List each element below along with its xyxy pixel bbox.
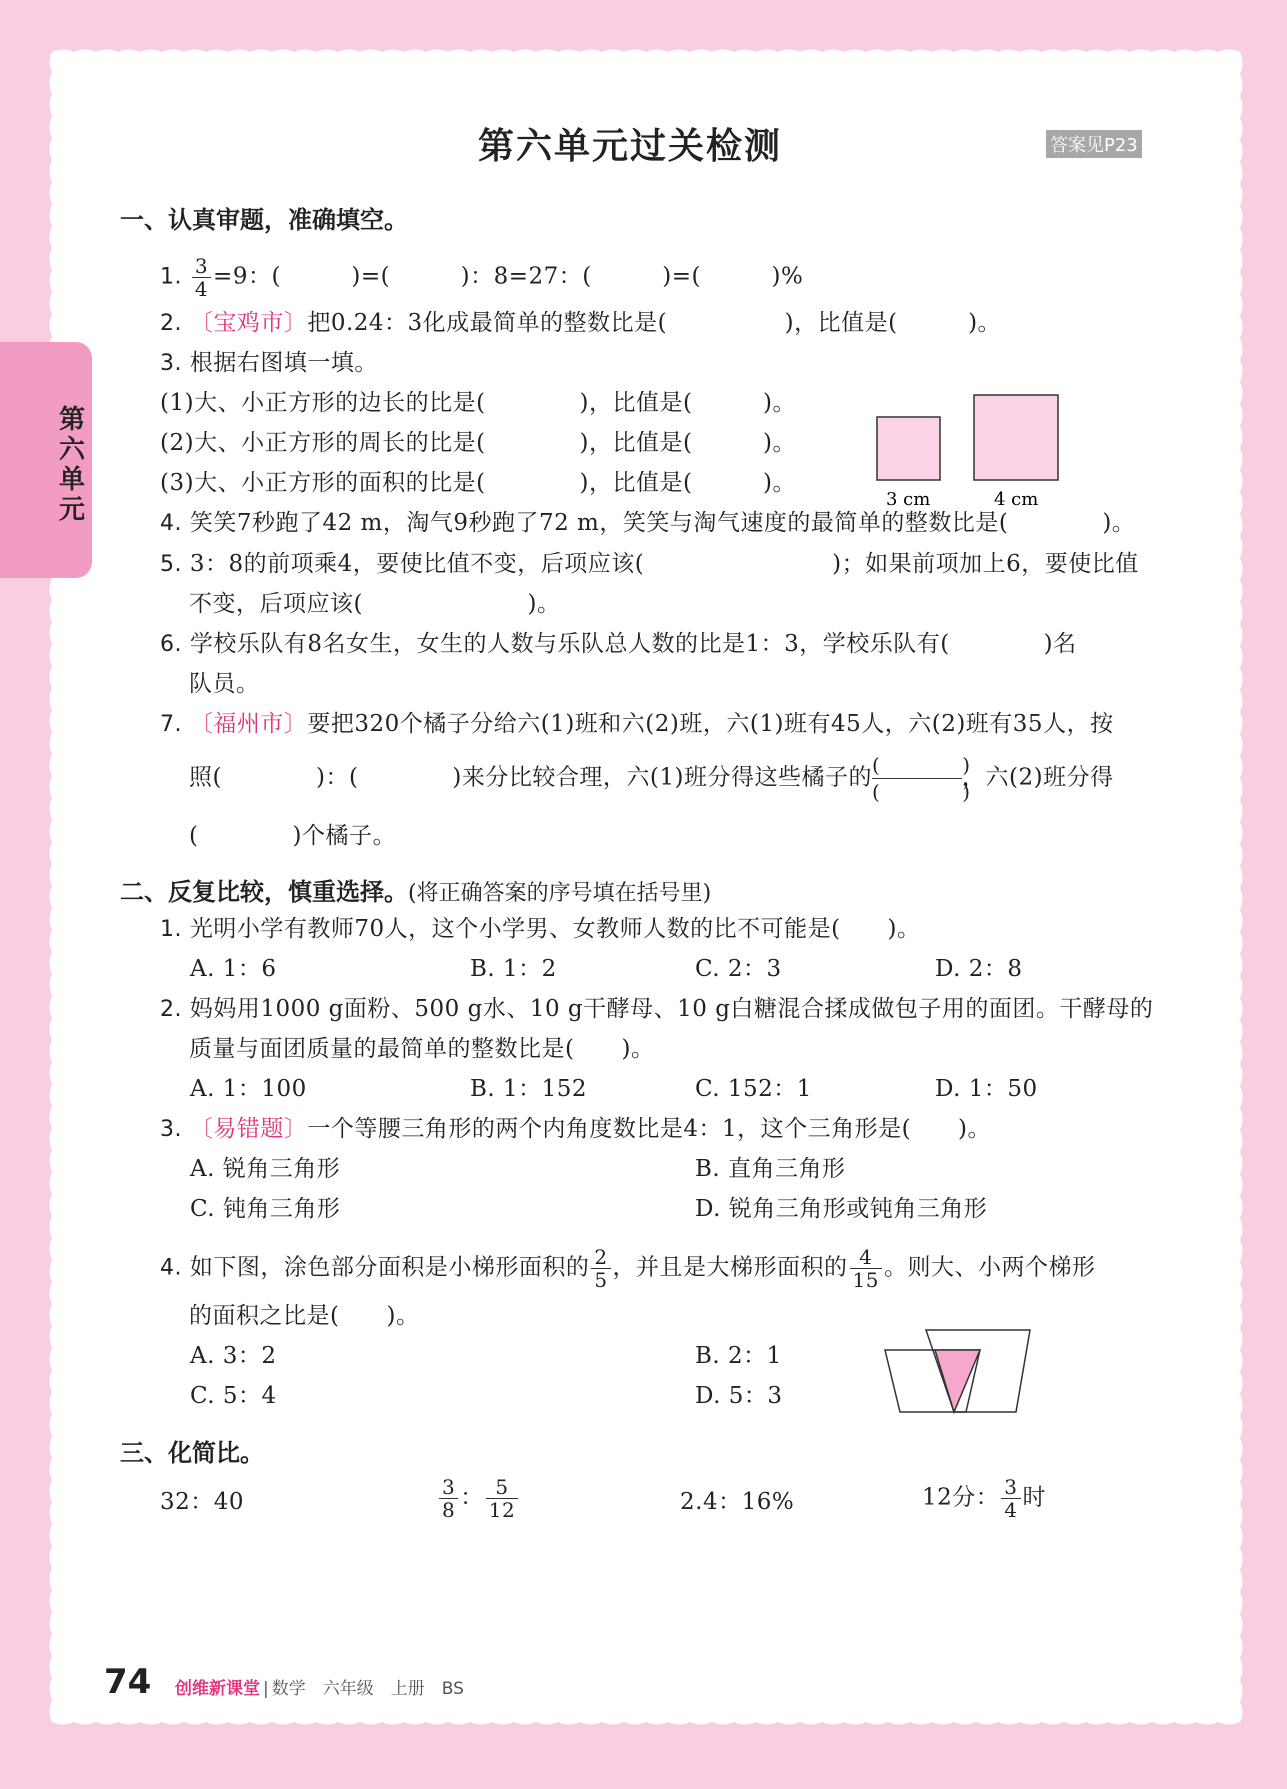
big-square-label: 4 cm: [994, 489, 1039, 510]
fraction: $\frac{5}{12}$: [486, 1476, 518, 1521]
fraction: $\frac{3}{4}$: [1001, 1476, 1020, 1521]
book-info: 数学 六年级 上册 BS: [271, 1679, 464, 1699]
q-text: =9：( )=( )：8=27：( )=( )%: [213, 263, 804, 290]
s1-q1: [160, 255, 803, 300]
small-square: [877, 417, 940, 480]
source-tag: 〔福州市〕: [189, 711, 308, 737]
fraction: $\frac{3}{8}$: [439, 1476, 458, 1521]
brand-name: 创维新课堂: [175, 1679, 260, 1699]
answer-ref-badge: 答案见P23: [1046, 130, 1142, 158]
s2-q2-option-c: C. 152：1: [695, 1076, 812, 1102]
q-text: 把0.24：3化成最简单的整数比是( )，比值是( )。: [307, 310, 1002, 336]
footer-separator: |: [263, 1679, 269, 1699]
q-number: 2.: [160, 997, 182, 1022]
s2-q2-line2: 质量与面团质量的最简单的整数比是( )。: [189, 1036, 655, 1062]
squares-figure: [870, 390, 1070, 510]
s2-q3-option-a: A. 锐角三角形: [190, 1156, 341, 1182]
section2-title: 二、反复比较，慎重选择。: [120, 878, 408, 906]
big-square: [974, 395, 1058, 480]
s2-q4-option-d: D. 5：3: [695, 1383, 783, 1409]
fraction: $\frac{2}{5}$: [591, 1246, 610, 1291]
source-tag: 〔宝鸡市〕: [189, 310, 308, 336]
q-number: 7.: [160, 712, 182, 737]
q-text: 学校乐队有8名女生，女生的人数与乐队总人数的比是1：3，学校乐队有( )名: [189, 631, 1077, 657]
q-text: ，并且是大梯形面积的: [612, 1254, 848, 1281]
section3-heading: 三、化简比。: [120, 1439, 264, 1467]
q-number: 1.: [160, 917, 182, 942]
s1-q6: [160, 628, 1077, 661]
section2-heading: [120, 872, 711, 907]
q-text: 时: [1022, 1484, 1047, 1511]
s2-q4: [160, 1246, 1096, 1291]
q-number: 4.: [160, 1255, 182, 1281]
s2-q4-option-b: B. 2：1: [695, 1343, 782, 1369]
s1-q6-line2: 队员。: [189, 671, 260, 697]
q-number: 2.: [160, 311, 182, 336]
s1-q2: [160, 307, 1001, 340]
q-number: 1.: [160, 264, 182, 290]
fraction: $\frac{4}{15}$: [850, 1246, 882, 1291]
q-text: 。则大、小两个梯形: [884, 1254, 1096, 1281]
s2-q2-option-d: D. 1：50: [935, 1076, 1038, 1102]
s2-q4-line2: 的面积之比是( )。: [189, 1303, 420, 1329]
s2-q3-option-b: B. 直角三角形: [695, 1156, 846, 1182]
q-text: 12分：: [922, 1484, 1000, 1511]
q-text: 要把320个橘子分给六(1)班和六(2)班，六(1)班有45人，六(2)班有35人，按: [307, 711, 1114, 737]
s2-q2-option-a: A. 1：100: [190, 1076, 307, 1102]
s2-q3: [160, 1113, 991, 1146]
s1-q3-sub1: (1)大、小正方形的边长的比是( )，比值是( )。: [160, 390, 796, 416]
s2-q1-option-d: D. 2：8: [935, 956, 1023, 982]
s2-q2: [160, 993, 1153, 1026]
s1-q7: [160, 708, 1114, 741]
s2-q1-option-a: A. 1：6: [190, 956, 277, 982]
source-tag: 〔易错题〕: [189, 1116, 308, 1142]
s2-q4-option-a: A. 3：2: [190, 1343, 277, 1369]
footer-info: [175, 1674, 464, 1699]
q-number: 5.: [160, 552, 182, 577]
s1-q7-line2: [189, 752, 1114, 805]
q-number: 3.: [160, 1117, 182, 1142]
s3-expr1: 32：40: [160, 1489, 245, 1515]
s3-expr3: 2.4：16%: [680, 1489, 795, 1515]
section1-heading: 一、认真审题，准确填空。: [120, 206, 408, 234]
page-title: 第六单元过关检测: [478, 126, 783, 167]
q-text: 光明小学有教师70人，这个小学男、女教师人数的比不可能是( )。: [189, 916, 921, 942]
blank-fraction: ( ) ( ): [871, 753, 971, 804]
q-number: 3.: [160, 351, 182, 376]
q-text: 如下图，涂色部分面积是小梯形面积的: [189, 1254, 590, 1281]
s1-q3-sub2: (2)大、小正方形的周长的比是( )，比值是( )。: [160, 430, 796, 456]
s2-q3-option-c: C. 钝角三角形: [190, 1196, 341, 1222]
s2-q4-option-c: C. 5：4: [190, 1383, 277, 1409]
section2-note: (将正确答案的序号填在括号里): [408, 881, 712, 906]
s1-q4: [160, 507, 1135, 540]
s2-q1-option-b: B. 1：2: [470, 956, 557, 982]
s1-q3: [160, 347, 378, 380]
page-number: 74: [104, 1662, 152, 1702]
q-text: 妈妈用1000 g面粉、500 g水、10 g干酵母、10 g白糖混合揉成做包子用的面团。干酵母的: [189, 996, 1154, 1022]
q-number: 6.: [160, 632, 182, 657]
s1-q5-line2: 不变，后项应该( )。: [189, 591, 561, 617]
small-square-label: 3 cm: [886, 489, 931, 510]
q-text: 一个等腰三角形的两个内角度数比是4：1，这个三角形是( )。: [307, 1116, 992, 1142]
q-text: 笑笑7秒跑了42 m，淘气9秒跑了72 m，笑笑与淘气速度的最简单的整数比是( )。: [189, 510, 1136, 536]
q-text: 3：8的前项乘4，要使比值不变，后项应该( )；如果前项加上6，要使比值: [189, 551, 1139, 577]
s2-q1-option-c: C. 2：3: [695, 956, 782, 982]
q-text: 根据右图填一填。: [189, 350, 378, 376]
q-text: ，六(2)班分得: [961, 764, 1114, 791]
s2-q3-option-d: D. 锐角三角形或钝角三角形: [695, 1196, 988, 1222]
s1-q3-sub3: (3)大、小正方形的面积的比是( )，比值是( )。: [160, 470, 796, 496]
q-number: 4.: [160, 511, 182, 536]
s3-expr2: [437, 1476, 520, 1521]
s3-expr4: [922, 1476, 1046, 1521]
s1-q7-line3: ( )个橘子。: [189, 823, 396, 849]
colon: ：: [460, 1484, 484, 1511]
trapezoids-figure: [880, 1325, 1040, 1415]
s2-q2-option-b: B. 1：152: [470, 1076, 588, 1102]
q-text: 照( )：( )来分比较合理，六(1)班分得这些橘子的: [189, 764, 872, 791]
side-tab-label: 第六单元: [58, 405, 85, 525]
s2-q1: [160, 913, 921, 946]
s1-q5: [160, 548, 1139, 581]
fraction: $\frac{3}{4}$: [192, 255, 211, 300]
